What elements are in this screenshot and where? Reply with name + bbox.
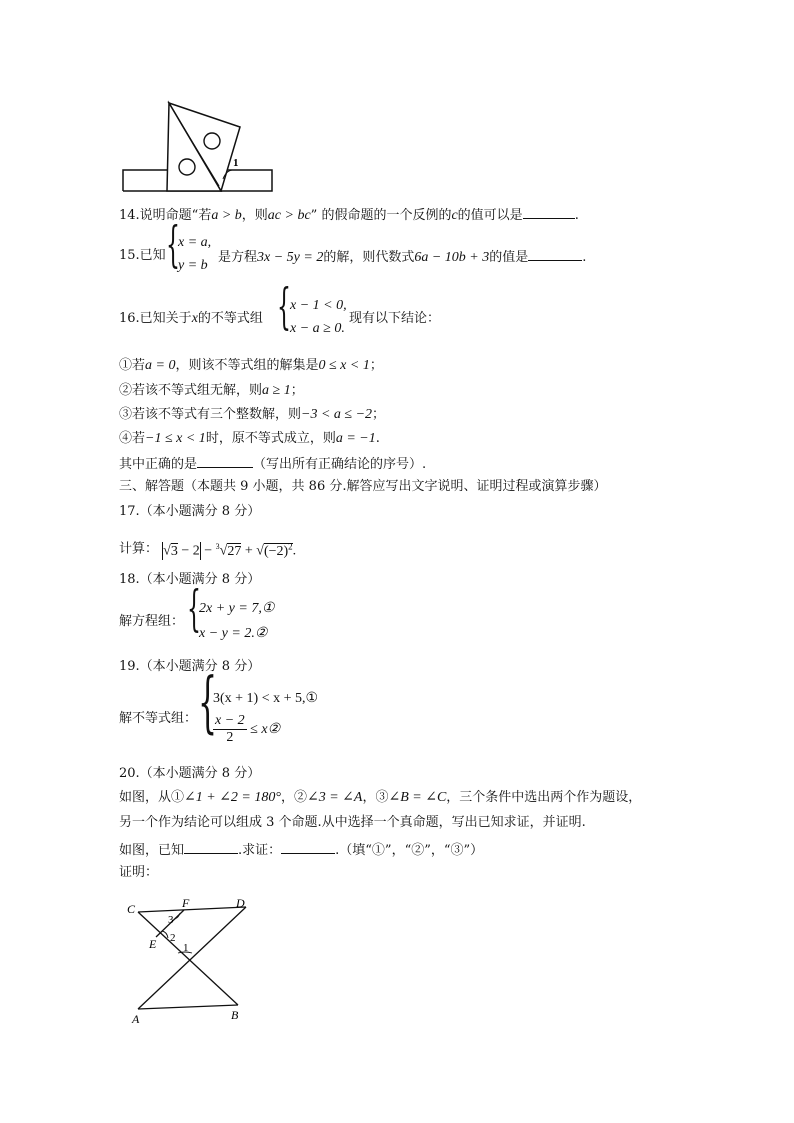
question-20-line2: 另一个作为结论可以组成 3 个命题.从中选择一个真命题，写出已知求证，并证明. xyxy=(119,815,586,830)
conclusion-3: ③若该不等式有三个整数解，则−3 < a ≤ −2； xyxy=(119,407,386,422)
question-20-line1: 如图，从①∠1 + ∠2 = 180°，②∠3 = ∠A，③∠B = ∠C，三个条件中选出两个作为题设， xyxy=(119,790,642,805)
angle-3-label: 3 xyxy=(168,914,174,926)
question-19-label: 解不等式组： xyxy=(119,711,198,726)
answer-blank-15[interactable] xyxy=(528,247,582,261)
question-14: 14.说明命题“若a > b，则ac > bc” 的假命题的一个反例的c的值可以是 . xyxy=(119,205,579,225)
point-B-label: B xyxy=(231,1008,239,1022)
conclusion-4: ④若−1 ≤ x < 1时，原不等式成立，则a = −1. xyxy=(119,431,380,446)
brace-15: { xyxy=(166,219,180,274)
system-19-ineq1: 3(x + 1) < x + 5,① xyxy=(213,691,319,706)
answer-blank-16[interactable] xyxy=(197,454,253,468)
proof-label: 证明： xyxy=(119,865,159,880)
question-20-line3: 如图，已知 .求证： .（填“①”，“②”，“③”） xyxy=(119,840,483,860)
question-17-header: 17.（本小题满分 8 分） xyxy=(119,504,261,519)
cube-root-symbol: √ xyxy=(219,543,228,559)
system-15-eq1: x = a, xyxy=(178,235,212,250)
question-16-prefix: 16.已知关于x的不等式组 xyxy=(119,311,263,326)
system-16-ineq2: x − a ≥ 0. xyxy=(290,321,345,336)
question-17-body: 计算： $√3 - 2 - ^3√27 + √(-2)^2$. xyxy=(119,541,297,559)
point-D-label: D xyxy=(236,896,245,910)
prove-blank[interactable] xyxy=(281,840,335,854)
fraction-numerator: x − 2 xyxy=(215,713,245,728)
system-15-eq2: y = b xyxy=(178,258,208,273)
question-19-header: 19.（本小题满分 8 分） xyxy=(119,659,261,674)
brace-19: { xyxy=(198,665,218,742)
question-15-prefix: 15.已知 xyxy=(119,248,166,263)
point-E-label: E xyxy=(149,937,157,951)
triangle-ruler-figure xyxy=(122,100,274,192)
question-20-header: 20.（本小题满分 8 分） xyxy=(119,766,261,781)
system-18-eq1: 2x + y = 7,① xyxy=(199,601,275,616)
sqrt-symbol-2: √ xyxy=(256,543,264,559)
point-A-label: A xyxy=(132,1012,140,1025)
question-18-label: 解方程组： xyxy=(119,614,185,629)
system-18-eq2: x − y = 2.② xyxy=(199,626,268,641)
system-16-ineq1: x − 1 < 0, xyxy=(290,298,347,313)
system-19-ineq2: $\frac{x - 2}{2}$ ≤ x② xyxy=(215,713,281,745)
question-16-suffix: 现有以下结论： xyxy=(349,311,441,326)
geometry-figure xyxy=(118,895,258,1025)
section-3-heading: 三、解答题（本题共 9 小题，共 86 分.解答应写出文字说明、证明过程或演算步骤） xyxy=(119,479,607,494)
angle-1-label-b: 1 xyxy=(183,942,189,954)
point-F-label: F xyxy=(182,896,190,910)
point-C-label: C xyxy=(127,902,136,916)
question-15-rest: 是方程3x − 5y = 2的解，则代数式6a − 10b + 3的值是 . xyxy=(218,247,586,267)
answer-blank-14[interactable] xyxy=(523,205,575,219)
question-18-header: 18.（本小题满分 8 分） xyxy=(119,572,261,587)
sqrt-symbol: √ xyxy=(163,543,171,559)
question-16-answer: 其中正确的是 （写出所有正确结论的序号）. xyxy=(119,454,426,474)
brace-18: { xyxy=(187,583,201,638)
angle-1-label: 1 xyxy=(233,157,239,169)
angle-2-label: 2 xyxy=(170,932,176,944)
conclusion-1: ①若a = 0，则该不等式组的解集是0 ≤ x < 1； xyxy=(119,358,383,373)
fraction-denominator: 2 xyxy=(226,730,234,745)
conclusion-2: ②若该不等式组无解，则a ≥ 1； xyxy=(119,383,304,398)
brace-16: { xyxy=(277,281,291,336)
given-blank[interactable] xyxy=(184,840,238,854)
